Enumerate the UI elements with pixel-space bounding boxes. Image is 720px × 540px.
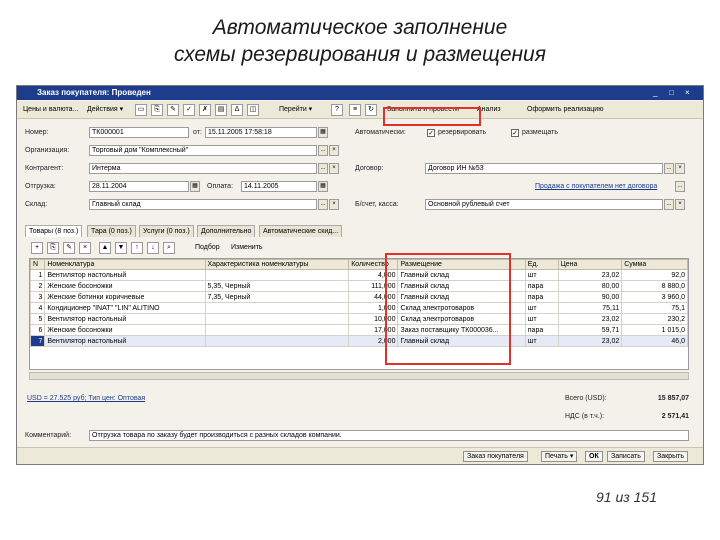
pay-calendar-icon[interactable]: ▦ [318, 181, 328, 192]
slide-title-line2: схемы резервирования и размещения [174, 43, 546, 66]
refresh-icon[interactable]: ↻ [365, 104, 377, 116]
new-doc-icon[interactable]: ▭ [135, 104, 147, 116]
org-select-button[interactable]: ... [318, 145, 328, 156]
bank-field[interactable]: Основной рублевый счет [425, 199, 663, 210]
calendar-icon[interactable]: ▦ [318, 127, 328, 138]
cell-unit[interactable]: пара [525, 292, 558, 303]
cell-placement[interactable]: Заказ поставщику ТК000036... [398, 325, 525, 336]
toolbar [17, 101, 703, 119]
reserve-label: резервировать [438, 129, 487, 136]
bottom-button-bar [17, 447, 703, 464]
org-field[interactable]: Торговый дом "Комплексный" [89, 145, 317, 156]
col-header-n[interactable]: N [31, 260, 45, 270]
col-header-item[interactable]: Номенклатура [45, 260, 205, 270]
goods-table [29, 258, 689, 370]
bank-select-button[interactable]: ... [664, 199, 674, 210]
cell-unit[interactable]: пара [525, 281, 558, 292]
window-titlebar [17, 86, 703, 100]
cell-n[interactable]: 7 [31, 336, 45, 347]
place-checkbox[interactable]: ✓ [512, 130, 518, 137]
tab-additional[interactable]: Дополнительно [197, 225, 255, 237]
goto-menu[interactable]: Перейти ▾ [279, 106, 313, 113]
cell-item[interactable]: Вентилятор настольный [45, 314, 205, 325]
change-button[interactable]: Изменить [231, 244, 263, 251]
print-menu-button[interactable]: Печать ▾ [541, 451, 577, 462]
table-row[interactable] [31, 292, 688, 303]
shipment-date-field[interactable]: 28.11.2004 [89, 181, 189, 192]
col-header-quantity[interactable]: Количество [349, 260, 398, 270]
col-header-characteristic[interactable]: Характеристика номенклатуры [205, 260, 349, 270]
cell-price[interactable]: 23,02 [558, 270, 622, 281]
cell-quantity[interactable]: 4,000 [349, 270, 398, 281]
cell-item[interactable]: Вентилятор настольный [45, 270, 205, 281]
cell-sum[interactable]: 230,2 [622, 314, 688, 325]
cell-n[interactable]: 4 [31, 303, 45, 314]
find-icon[interactable]: ⌕ [163, 242, 175, 254]
customer-order-print-button[interactable]: Заказ покупателя [463, 451, 528, 462]
cell-price[interactable]: 59,71 [558, 325, 622, 336]
cell-quantity[interactable]: 111,000 [349, 281, 398, 292]
bank-open-button[interactable]: × [675, 199, 685, 210]
total-value: 15 857,07 [657, 395, 689, 402]
contractor-field[interactable]: Интерма [89, 163, 317, 174]
cell-sum[interactable]: 46,0 [622, 336, 688, 347]
shipment-label: Отгрузка: [25, 183, 56, 190]
shipment-calendar-icon[interactable]: ▦ [190, 181, 200, 192]
pay-date-field[interactable]: 14.11.2005 [241, 181, 317, 192]
analysis-button[interactable]: Анализ [477, 106, 501, 113]
close-icon[interactable]: × [685, 88, 690, 97]
contractor-open-button[interactable]: × [329, 163, 339, 174]
tab-services[interactable]: Услуги (0 поз.) [139, 225, 194, 237]
minimize-icon[interactable]: _ [653, 88, 658, 97]
highlight-fill-and-post [383, 107, 481, 126]
cell-quantity[interactable]: 10,000 [349, 314, 398, 325]
cell-characteristic[interactable] [205, 325, 349, 336]
cell-placement[interactable]: Главный склад [398, 270, 525, 281]
prices-currency-button[interactable]: Цены и валюта... [23, 106, 79, 113]
contractor-select-button[interactable]: ... [318, 163, 328, 174]
delete-row-icon[interactable]: × [79, 242, 91, 254]
cell-n[interactable]: 1 [31, 270, 45, 281]
document-window [16, 85, 704, 465]
cell-placement[interactable]: Главный склад [398, 336, 525, 347]
sales-link-button[interactable]: ... [675, 181, 685, 192]
structure-icon[interactable]: ▤ [215, 104, 227, 116]
contract-label: Договор: [355, 165, 384, 172]
cell-quantity[interactable]: 17,000 [349, 325, 398, 336]
page-number: 91 из 151 [596, 489, 658, 505]
print-preview-icon[interactable]: ◫ [247, 104, 259, 116]
cell-n[interactable]: 3 [31, 292, 45, 303]
cell-characteristic[interactable] [205, 270, 349, 281]
copy-row-icon[interactable]: ⎘ [47, 242, 59, 254]
cell-characteristic[interactable] [205, 303, 349, 314]
contract-open-button[interactable]: × [675, 163, 685, 174]
cell-price[interactable]: 23,02 [558, 336, 622, 347]
cell-characteristic[interactable] [205, 314, 349, 325]
cell-sum[interactable]: 8 880,0 [622, 281, 688, 292]
total-label: Всего (USD): [565, 395, 607, 402]
cell-quantity[interactable]: 1,000 [349, 303, 398, 314]
tab-auto-discounts[interactable]: Автоматические скид... [259, 225, 342, 237]
col-header-price[interactable]: Цена [558, 260, 622, 270]
add-row-icon[interactable]: + [31, 242, 43, 254]
tab-tare[interactable]: Тара (0 поз.) [87, 225, 136, 237]
warehouse-open-button[interactable]: × [329, 199, 339, 210]
ok-button[interactable]: ОК [585, 451, 603, 462]
unpost-icon[interactable]: ✗ [199, 104, 211, 116]
comment-label: Комментарий: [25, 432, 72, 439]
contract-field[interactable]: Договор ИН №53 [425, 163, 663, 174]
cell-sum[interactable]: 92,0 [622, 270, 688, 281]
comment-field[interactable]: Отгрузка товара по заказу будет производиться с разных складов компании. [89, 430, 689, 441]
fill-icon[interactable]: ≡ [349, 104, 361, 116]
date-field[interactable]: 15.11.2005 17:58:18 [205, 127, 317, 138]
cell-quantity[interactable]: 2,000 [349, 336, 398, 347]
cell-unit[interactable]: шт [525, 336, 558, 347]
cell-item[interactable]: Женские босоножки [45, 281, 205, 292]
help-icon[interactable]: ? [331, 104, 343, 116]
movements-icon[interactable]: Δ [231, 104, 243, 116]
auto-label: Автоматически: [355, 129, 406, 136]
save-button[interactable]: Записать [607, 451, 645, 462]
warehouse-field[interactable]: Главный склад [89, 199, 317, 210]
slide-title-line1: Автоматическое заполнение [212, 16, 508, 39]
contract-select-button[interactable]: ... [664, 163, 674, 174]
sales-link[interactable]: Продажа с покупателем нет договора [535, 183, 658, 190]
number-field[interactable]: ТК000001 [89, 127, 189, 138]
col-header-placement[interactable]: Размещение [398, 260, 525, 270]
cell-unit[interactable]: шт [525, 303, 558, 314]
move-up-icon[interactable]: ▲ [99, 242, 111, 254]
cell-placement[interactable]: Главный склад [398, 292, 525, 303]
table-row-selected[interactable] [31, 336, 688, 347]
highlight-placement-column [385, 253, 511, 365]
cell-unit[interactable]: шт [525, 270, 558, 281]
cell-sum[interactable]: 75,1 [622, 303, 688, 314]
cell-placement[interactable]: Склад электротоваров [398, 314, 525, 325]
copy-icon[interactable]: ⎘ [151, 104, 163, 116]
tab-goods[interactable]: Товары (8 поз.) [25, 225, 82, 237]
cell-item[interactable]: Женские босоножки [45, 325, 205, 336]
rate-link[interactable]: USD = 27.525 руб; Тип цен: Оптовая [27, 395, 146, 402]
cell-item[interactable]: Кондиционер "INAT" "LIN" ALITINO [45, 303, 205, 314]
cell-n[interactable]: 5 [31, 314, 45, 325]
cell-placement[interactable]: Склад электротоваров [398, 303, 525, 314]
sort-asc-icon[interactable]: ↑ [131, 242, 143, 254]
cell-characteristic[interactable] [205, 336, 349, 347]
pick-button[interactable]: Подбор [195, 244, 220, 251]
maximize-icon[interactable]: □ [669, 88, 674, 97]
table-row[interactable] [31, 281, 688, 292]
cell-price[interactable]: 90,00 [558, 292, 622, 303]
fill-and-post-button[interactable]: Заполнить и провести [387, 106, 459, 113]
warehouse-label: Склад: [25, 201, 48, 208]
cell-item[interactable]: Вентилятор настольный [45, 336, 205, 347]
cell-placement[interactable]: Главный склад [398, 281, 525, 292]
slide-title [0, 14, 720, 68]
cell-quantity[interactable]: 44,000 [349, 292, 398, 303]
cell-unit[interactable]: шт [525, 314, 558, 325]
cell-n[interactable]: 2 [31, 281, 45, 292]
table-row[interactable] [31, 325, 688, 336]
cell-characteristic[interactable]: 7,35, Черный [205, 292, 349, 303]
date-label: от: [193, 129, 202, 136]
table-row[interactable] [31, 303, 688, 314]
table-row[interactable] [31, 270, 688, 281]
cell-unit[interactable]: пара [525, 325, 558, 336]
move-down-icon[interactable]: ▼ [115, 242, 127, 254]
edit-row-icon[interactable]: ✎ [63, 242, 75, 254]
window-title: Заказ покупателя: Проведен [37, 88, 151, 97]
number-label: Номер: [25, 129, 49, 136]
cell-price[interactable]: 80,00 [558, 281, 622, 292]
table-header-row [31, 260, 688, 270]
horizontal-scrollbar[interactable] [29, 372, 689, 380]
col-header-sum[interactable]: Сумма [622, 260, 688, 270]
org-open-button[interactable]: × [329, 145, 339, 156]
org-label: Организация: [25, 147, 70, 154]
bank-label: Б/счет, касса: [355, 201, 399, 208]
create-sale-button[interactable]: Оформить реализацию [527, 106, 604, 113]
sort-desc-icon[interactable]: ↓ [147, 242, 159, 254]
vat-value: 2 571,41 [661, 413, 689, 420]
close-button[interactable]: Закрыть [653, 451, 688, 462]
post-icon[interactable]: ✓ [183, 104, 195, 116]
col-header-unit[interactable]: Ед. [525, 260, 558, 270]
cell-sum[interactable]: 3 960,0 [622, 292, 688, 303]
table-row[interactable] [31, 314, 688, 325]
cell-item[interactable]: Женские ботинки коричневые [45, 292, 205, 303]
reserve-checkbox[interactable]: ✓ [428, 130, 434, 137]
actions-menu[interactable]: Действия ▾ [87, 106, 124, 113]
cell-sum[interactable]: 1 015,0 [622, 325, 688, 336]
cell-characteristic[interactable]: 5,35, Черный [205, 281, 349, 292]
cell-n[interactable]: 6 [31, 325, 45, 336]
cell-price[interactable]: 23,02 [558, 314, 622, 325]
place-label: размещать [522, 129, 558, 136]
contractor-label: Контрагент: [25, 165, 64, 172]
vat-label: НДС (в т.ч.): [565, 413, 605, 420]
cell-price[interactable]: 75,11 [558, 303, 622, 314]
edit-icon[interactable]: ✎ [167, 104, 179, 116]
pay-label: Оплата: [207, 183, 234, 190]
warehouse-select-button[interactable]: ... [318, 199, 328, 210]
